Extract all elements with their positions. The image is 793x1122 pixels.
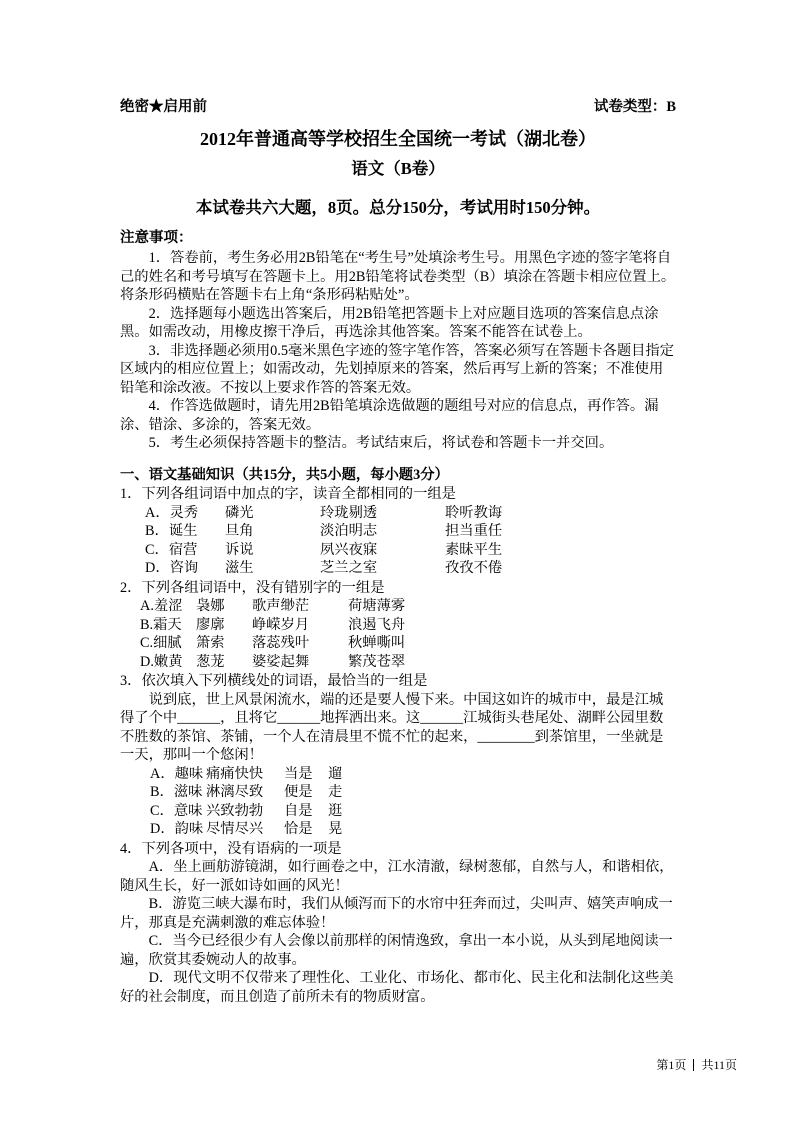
question-1-stem: 1．下列各组词语中加点的字，读音全都相同的一组是 — [120, 486, 456, 502]
q3-option-b-cell: 便是 — [284, 784, 313, 800]
q2-option-b-cell: 浪遏飞舟 — [348, 616, 406, 633]
footer-separator — [693, 1059, 694, 1071]
q1-option-b-cell: 淡泊明志 — [320, 523, 378, 539]
notice-item-3: 3．非选择题必须用0.5毫米黑色字迹的签字笔作答，答案必须写在答题卡各题目指定区域内的相应位置上；如需改动，先划掉原来的答案，然后再写上新的答案；不准使用铅笔和涂改液。不按以上要求作答的答案无效。 — [120, 342, 675, 396]
question-2-stem: 2．下列各组词语中，没有错别字的一组是 — [120, 579, 385, 596]
q3-option-a-cell: A．趣味 — [150, 765, 204, 782]
q1-option-a-cell: 聆听教诲 — [445, 504, 503, 521]
q4-option-b: B．游览三峡大瀑布时，我们从倾泻而下的水帘中狂奔而过，尖叫声、嬉笑声响成一片，那真是充满刺激的难忘体验！ — [120, 896, 673, 931]
q1-option-d-cell: 孜孜不倦 — [445, 560, 503, 576]
q3-option-d-cell: 恰是 — [284, 821, 313, 837]
q3-option-c-cell: 兴致勃勃 — [206, 802, 264, 819]
exam-info-line: 本试卷共六大题，8页。总分150分，考试用时150分钟。 — [195, 197, 601, 217]
notice-item-2: 2．选择题每小题选出答案后，用2B铅笔把答题卡上对应题目选项的答案信息点涂黑。如需改动，用橡皮擦干净后，再选涂其他答案。答案不能答在试卷上。 — [120, 305, 659, 340]
q2-option-d-cell: D.嫩黄 — [140, 653, 183, 670]
q1-option-d-cell: 滋生 — [225, 560, 254, 576]
q1-option-b-cell: B．诞生 — [145, 523, 198, 539]
question-4-stem: 4．下列各项中，没有语病的一项是 — [120, 840, 342, 857]
q2-option-b-cell: 廖廓 — [196, 616, 225, 633]
q1-option-c-cell: C．宿营 — [145, 541, 198, 558]
q2-option-c-cell: C.细腻 — [140, 635, 182, 651]
q2-option-c-cell: 箫索 — [196, 635, 225, 651]
q2-option-b-cell: 峥嵘岁月 — [252, 616, 310, 633]
q1-option-d-cell: D．咨询 — [145, 560, 199, 576]
q3-option-c-cell: 逛 — [328, 802, 343, 819]
exam-subject: 语文（B卷） — [351, 158, 445, 178]
question-1-options — [145, 504, 676, 578]
notice-item-5: 5．考生必须保持答题卡的整洁。考试结束后，将试卷和答题卡一并交回。 — [148, 435, 614, 451]
q1-option-d-cell: 芝兰之室 — [320, 560, 378, 576]
section1-heading: 一、语文基础知识（共15分，共5小题，每小题3分） — [120, 466, 449, 483]
q3-option-b-cell: 淋漓尽致 — [206, 784, 264, 800]
q1-option-a-cell: 磷光 — [225, 504, 254, 521]
q1-option-c-cell: 诉说 — [225, 541, 254, 558]
q1-option-a-cell: A．灵秀 — [145, 504, 199, 521]
q2-option-a-cell: A.羞涩 — [140, 598, 183, 614]
q3-option-d-cell: D．韵味 — [150, 821, 204, 837]
notice-item-1: 1．答卷前，考生务必用2B铅笔在“考生号”处填涂考生号。用黑色字迹的签字笔将自己的姓名和考号填写在答题卡上。用2B铅笔将试卷类型（B）填涂在答题卡相应位置上。将条形码横贴在答题卡右上角“条形码粘贴处”。 — [120, 250, 676, 303]
paper-type-label: 试卷类型：B — [593, 99, 676, 115]
q2-option-d-cell: 婆娑起舞 — [252, 653, 310, 670]
q1-option-b-cell: 旦角 — [225, 523, 254, 539]
q2-option-c-cell: 秋蝉嘶叫 — [348, 635, 406, 651]
question-3-options — [150, 765, 676, 839]
question-2-options — [140, 597, 676, 671]
notice-item-4: 4．作答选做题时，请先用2B铅笔填涂选做题的题组号对应的信息点，再作答。漏涂、错涂、多涂的，答案无效。 — [120, 398, 659, 433]
q4-option-a: A．坐上画舫游镜湖，如行画卷之中，江水清澈，绿树葱郁，自然与人，和谐相依，随风生长，好一派如诗如画的风光！ — [120, 859, 674, 894]
q4-option-c: C．当今已经很少有人会像以前那样的闲情逸致，拿出一本小说，从头到尾地阅读一遍，欣赏其委婉动人的故事。 — [120, 933, 673, 968]
classification-label: 绝密★启用前 — [120, 99, 207, 115]
q2-option-d-cell: 葱茏 — [196, 653, 225, 670]
q1-option-c-cell: 素昧平生 — [445, 541, 503, 558]
q3-option-a-cell: 痛痛快快 — [206, 765, 264, 782]
q2-option-c-cell: 落蕊残叶 — [252, 635, 310, 651]
footer-page-total: 共11页 — [701, 1058, 737, 1072]
q2-option-a-cell: 歌声缈茫 — [252, 598, 310, 614]
exam-title: 2012年普通高等学校招生全国统一考试（湖北卷） — [200, 128, 596, 149]
q3-option-a-cell: 当是 — [284, 765, 313, 782]
q2-option-a-cell: 袅娜 — [196, 598, 225, 614]
q3-option-c-cell: C．意味 — [150, 802, 203, 819]
q1-option-b-cell: 担当重任 — [445, 523, 503, 539]
q3-option-d-cell: 尽情尽兴 — [206, 821, 264, 837]
page-header — [120, 98, 676, 117]
page-footer — [656, 1058, 737, 1072]
q1-option-c-cell: 夙兴夜寐 — [320, 541, 378, 558]
q3-option-b-cell: 走 — [328, 784, 343, 800]
q1-option-a-cell: 玲珑剔透 — [320, 504, 378, 521]
q2-option-d-cell: 繁茂苍翠 — [348, 653, 406, 670]
notice-heading: 注意事项： — [120, 229, 193, 246]
q2-option-a-cell: 荷塘薄雾 — [348, 598, 406, 614]
question-3-passage: 说到底，世上风景闲流水，端的还是要人慢下来。中国这如许的城市中，最是江城得了个中______，且将它______地挥洒出来。这______江城街头巷尾处、湖畔公园里数不胜数的茶馆、茶铺，一个人在清晨里不慌不忙的起来，________到茶馆里，一坐就是一天，那叫一个悠闲！ — [120, 691, 664, 763]
footer-page-number: 第1页 — [656, 1058, 687, 1072]
question-3-stem: 3．依次填入下列横线处的词语，最恰当的一组是 — [120, 673, 428, 689]
q2-option-b-cell: B.霜天 — [140, 616, 182, 633]
q4-option-d: D．现代文明不仅带来了理性化、工业化、市场化、都市化、民主化和法制化这些美好的社会制度，而且创造了前所未有的物质财富。 — [120, 970, 674, 1005]
q3-option-c-cell: 自是 — [284, 802, 313, 819]
q3-option-b-cell: B．滋味 — [150, 784, 203, 800]
q3-option-d-cell: 晃 — [328, 821, 343, 837]
q3-option-a-cell: 遛 — [328, 765, 343, 782]
